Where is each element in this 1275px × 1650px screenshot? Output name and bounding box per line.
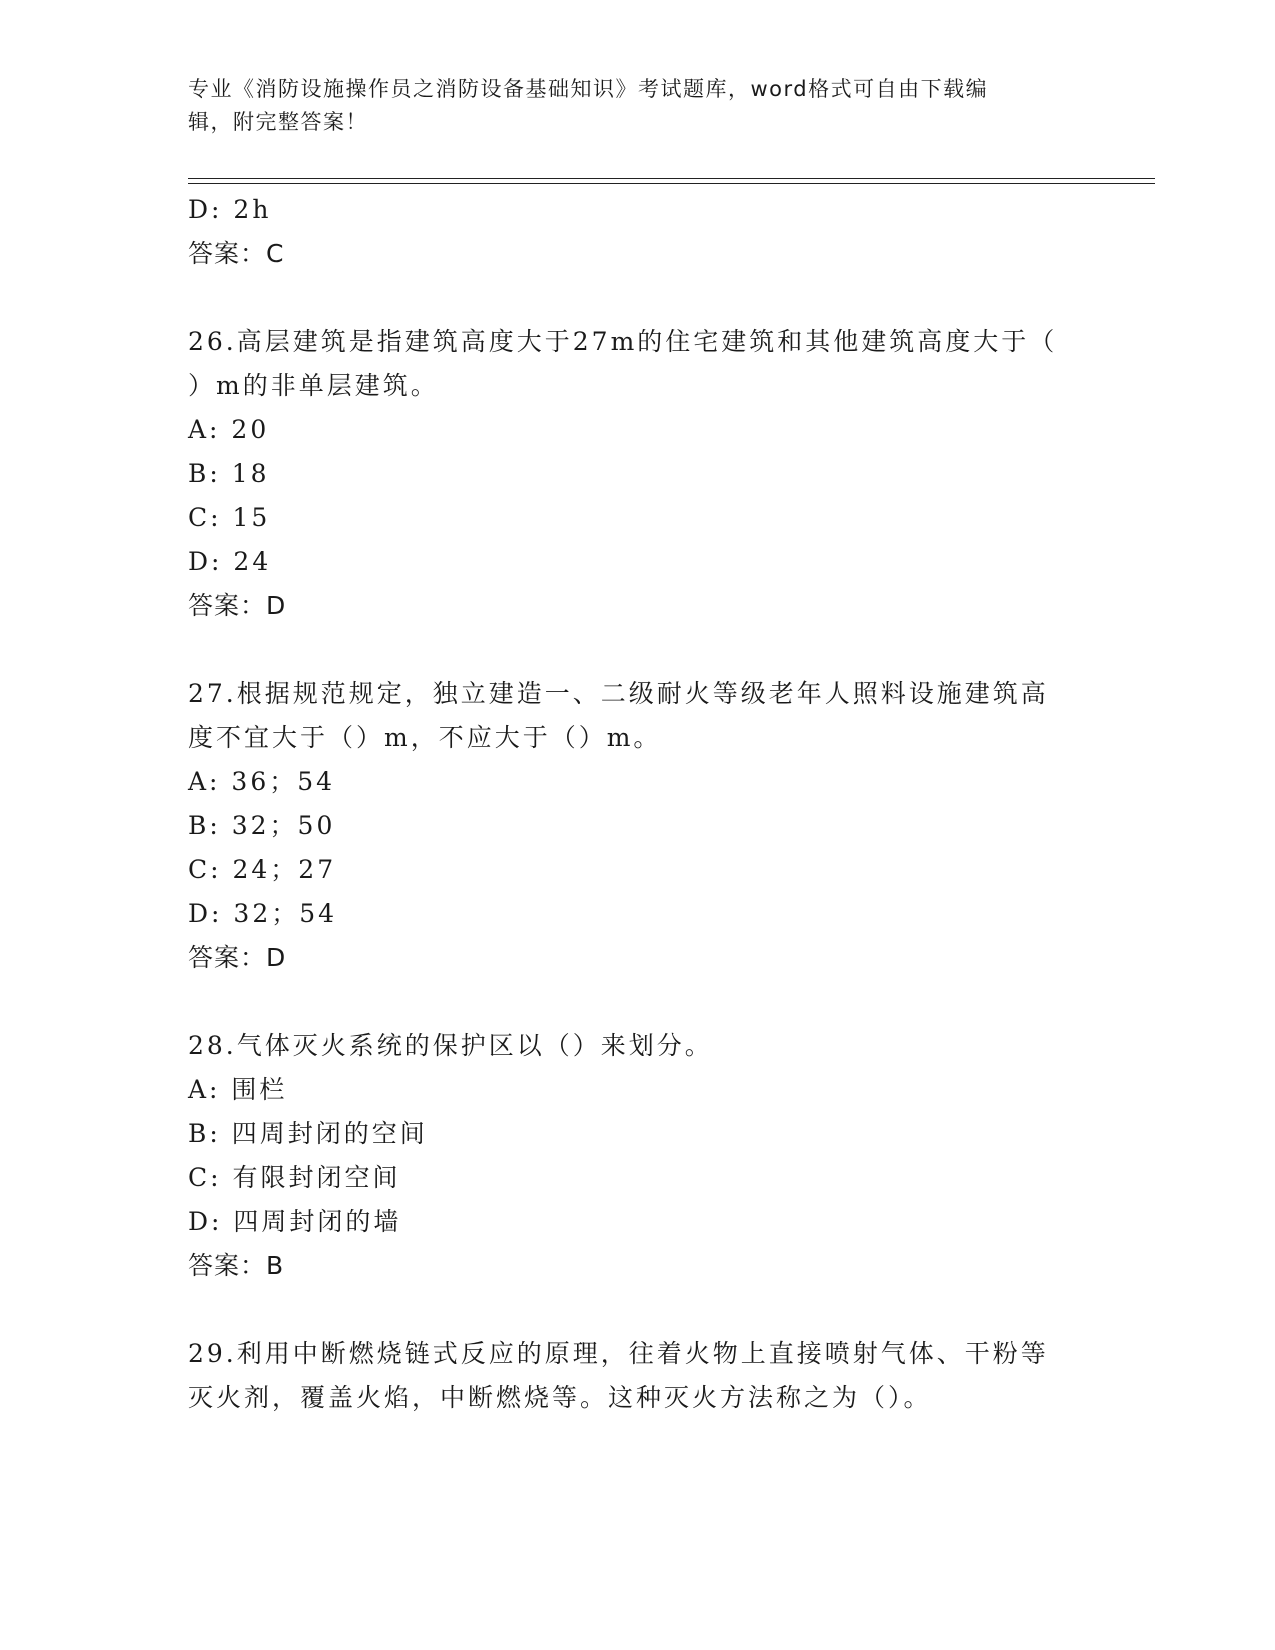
- q27-option-c: C: 24；27: [188, 855, 337, 884]
- q28-option-b: B: 四周封闭的空间: [188, 1119, 428, 1148]
- q28-option-c: C: 有限封闭空间: [188, 1163, 401, 1192]
- q26-option-d: D: 24: [188, 547, 272, 576]
- q27-option-b: B: 32；50: [188, 811, 336, 840]
- prev-option-d: D: 2h: [188, 195, 272, 224]
- q27-stem-line-1: 27.根据规范规定，独立建造一、二级耐火等级老年人照料设施建筑高: [188, 679, 1049, 708]
- q26-stem-line-2: ）m的非单层建筑。: [188, 371, 439, 400]
- q28-option-d: D: 四周封闭的墙: [188, 1207, 402, 1236]
- header-line-1: 专业《消防设施操作员之消防设备基础知识》考试题库，word格式可自由下载编: [188, 77, 989, 101]
- q27-stem-line-2: 度不宜大于（）m，不应大于（）m。: [188, 723, 662, 752]
- header-divider-bottom: [188, 183, 1155, 184]
- document-header: [188, 73, 1088, 139]
- q29-stem-line-1: 29.利用中断燃烧链式反应的原理，往着火物上直接喷射气体、干粉等: [188, 1339, 1049, 1368]
- q27-option-d: D: 32；54: [188, 899, 338, 928]
- header-divider-top: [188, 178, 1155, 179]
- q29-stem-line-2: 灭火剂，覆盖火焰，中断燃烧等。这种灭火方法称之为（）。: [188, 1383, 932, 1412]
- q27-answer: 答案：D: [188, 943, 287, 972]
- q28-stem-line-1: 28.气体灭火系统的保护区以（）来划分。: [188, 1031, 713, 1060]
- q26-option-a: A: 20: [188, 415, 270, 444]
- prev-answer: 答案：C: [188, 239, 285, 268]
- q26-answer: 答案：D: [188, 591, 287, 620]
- q28-answer: 答案：B: [188, 1251, 285, 1280]
- header-line-2: 辑，附完整答案！: [188, 110, 368, 134]
- q26-option-c: C: 15: [188, 503, 271, 532]
- q26-option-b: B: 18: [188, 459, 270, 488]
- q26-stem-line-1: 26.高层建筑是指建筑高度大于27m的住宅建筑和其他建筑高度大于（: [188, 327, 1058, 356]
- q27-option-a: A: 36；54: [188, 767, 336, 796]
- q28-option-a: A: 围栏: [188, 1075, 288, 1104]
